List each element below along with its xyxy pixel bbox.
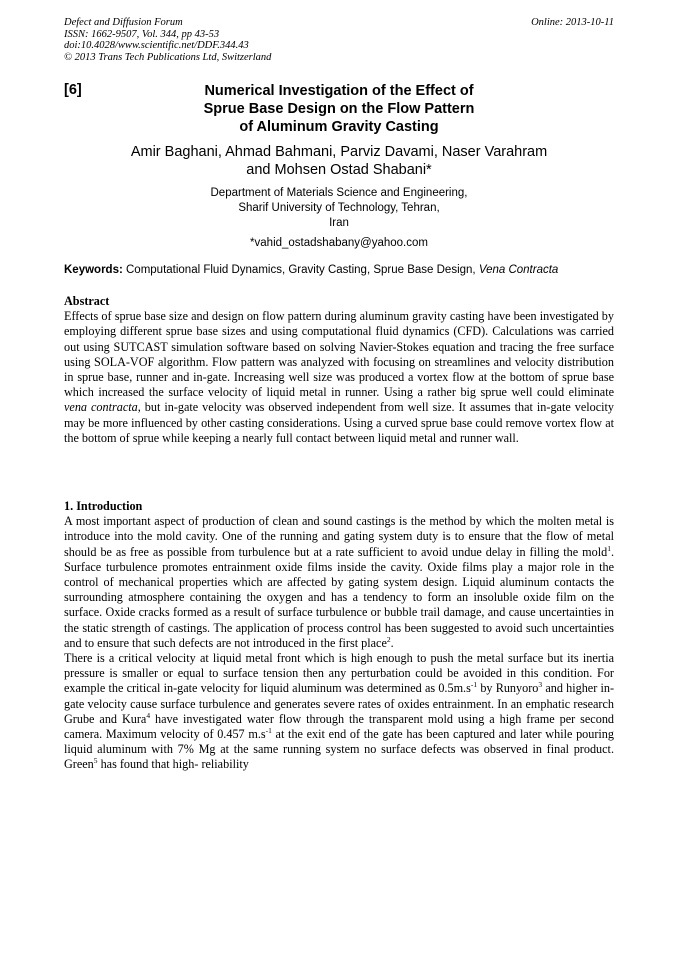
paper-title — [64, 82, 614, 136]
citation-sup: 3 — [538, 680, 543, 690]
affiliation-line-1: Department of Materials Science and Engineering, — [210, 187, 468, 199]
keywords-label: Keywords: — [64, 264, 123, 276]
intro-text: by Runyoro — [477, 681, 539, 696]
citation-sup: 2 — [386, 634, 391, 644]
introduction-heading: 1. Introduction — [64, 499, 143, 513]
intro-text: . Surface turbulence promotes entrainment oxide films inside the cavity. Oxide films play a major role in the control of mechanical properties which are affected by gating system design. Liquid aluminum contacts the surrounding atmosphere containing the oxygen and has a tendency to form an insoluble oxide film on the surface. Oxide cracks formed as a result of surface turbulence or bubble trail damage, and cause uncertainties in the static strength of castings. The application of process control has been suggested to avoid such uncertainties and to ensure that such defects are not introduced in the first place — [64, 544, 614, 650]
author-email: *vahid_ostadshabany@yahoo.com — [250, 237, 428, 249]
journal-header — [64, 17, 271, 63]
citation-sup: 5 — [93, 756, 98, 766]
title-line-3: of Aluminum Gravity Casting — [239, 119, 439, 135]
intro-text: have investigated water flow through the transparent mold using a high frame per second camera. Maximum velocity of 0.457 m.s — [64, 711, 615, 742]
abstract-text-1: Effects of sprue base size and design on flow pattern during aluminum gravity casting have been investigated by employing different sprue base sizes and using computational fluid dynamics (CFD). Calculations was carried out using SUTCAST simulation software based on solving Navier-Stokes equation and tracing the free surface using SOLA-VOF algorithm. Flow pattern was analyzed with focusing on streamlines and velocity distribution in sprue base, runner and in-gate. Increasing well size was produced a vortex flow at the bottom of sprue base which increased the surface velocity of liquid metal in runner. Using a rather big sprue well could eliminate — [64, 309, 614, 400]
affiliation-line-2: Sharif University of Technology, Tehran, — [238, 202, 440, 214]
title-line-1: Numerical Investigation of the Effect of — [204, 83, 474, 99]
issn-line: ISSN: 1662-9507, Vol. 344, pp 43-53 — [64, 28, 220, 40]
doi-line: doi:10.4028/www.scientific.net/DDF.344.43 — [64, 40, 249, 51]
affiliation — [64, 186, 614, 231]
copyright-line: © 2013 Trans Tech Publications Ltd, Switzerland — [64, 51, 272, 63]
intro-text: . — [390, 635, 394, 650]
citation-sup: 1 — [607, 543, 611, 553]
keywords-italic: Vena Contracta — [478, 264, 559, 276]
abstract-text-2: , but in-gate velocity was observed independent from well size. It assumes that in-gate velocity may be more influenced by other casting considerations. Using a curved sprue base could remove vortex flow at the bottom of sprue while keeping a nearly full contact between liquid metal and runner wall. — [64, 400, 614, 445]
unit-sup: -1 — [470, 680, 478, 690]
abstract-heading: Abstract — [64, 294, 110, 308]
reference-label: [6] — [64, 82, 82, 98]
keywords-text: Computational Fluid Dynamics, Gravity Casting, Sprue Base Design, — [126, 264, 476, 276]
intro-text: and higher in-gate velocity cause surface turbulence and generates severe rates of oxides entrainment. In an emphatic research Grube and Kura — [64, 681, 615, 726]
abstract-italic: vena contracta — [64, 400, 138, 415]
abstract-body — [64, 309, 614, 446]
unit-sup: -1 — [265, 725, 272, 735]
online-date: Online: 2013-10-11 — [531, 17, 614, 28]
introduction-section — [64, 499, 614, 773]
abstract-section — [64, 294, 614, 446]
author-list — [64, 143, 614, 179]
authors-line-1: Amir Baghani, Ahmad Bahmani, Parviz Davami, Naser Varahram — [130, 144, 548, 160]
keywords — [64, 264, 624, 276]
intro-text: at the exit end of the gate has been captured and later while pouring liquid aluminum with 7% Mg at the same running system no surface defects was observed in final product. Green — [64, 727, 614, 772]
authors-line-2: and Mohsen Ostad Shabani* — [246, 162, 432, 178]
citation-sup: 4 — [146, 710, 151, 720]
intro-paragraph-1 — [64, 514, 614, 651]
intro-text: has found that high- reliability — [97, 757, 249, 772]
intro-text: There is a critical velocity at liquid metal front which is high enough to push the metal surface but its inertia pressure is smaller or equal to surface tension then any perturbation could be avoided in this condition. For example the critical in-gate velocity for liquid aluminum was determined as 0.5m.s — [64, 651, 614, 696]
intro-text: A most important aspect of production of clean and sound castings is the method by which the molten metal is introduce into the mold cavity. One of the running and gating system duty is to ensure that the flow of metal should be as free as possible from turbulence but at a rate sufficient to avoid undue delay in filling the mold — [64, 514, 614, 559]
title-line-2: Sprue Base Design on the Flow Pattern — [203, 101, 475, 117]
intro-paragraph-2 — [64, 651, 614, 773]
journal-name: Defect and Diffusion Forum — [64, 17, 183, 28]
affiliation-line-3: Iran — [329, 217, 349, 229]
